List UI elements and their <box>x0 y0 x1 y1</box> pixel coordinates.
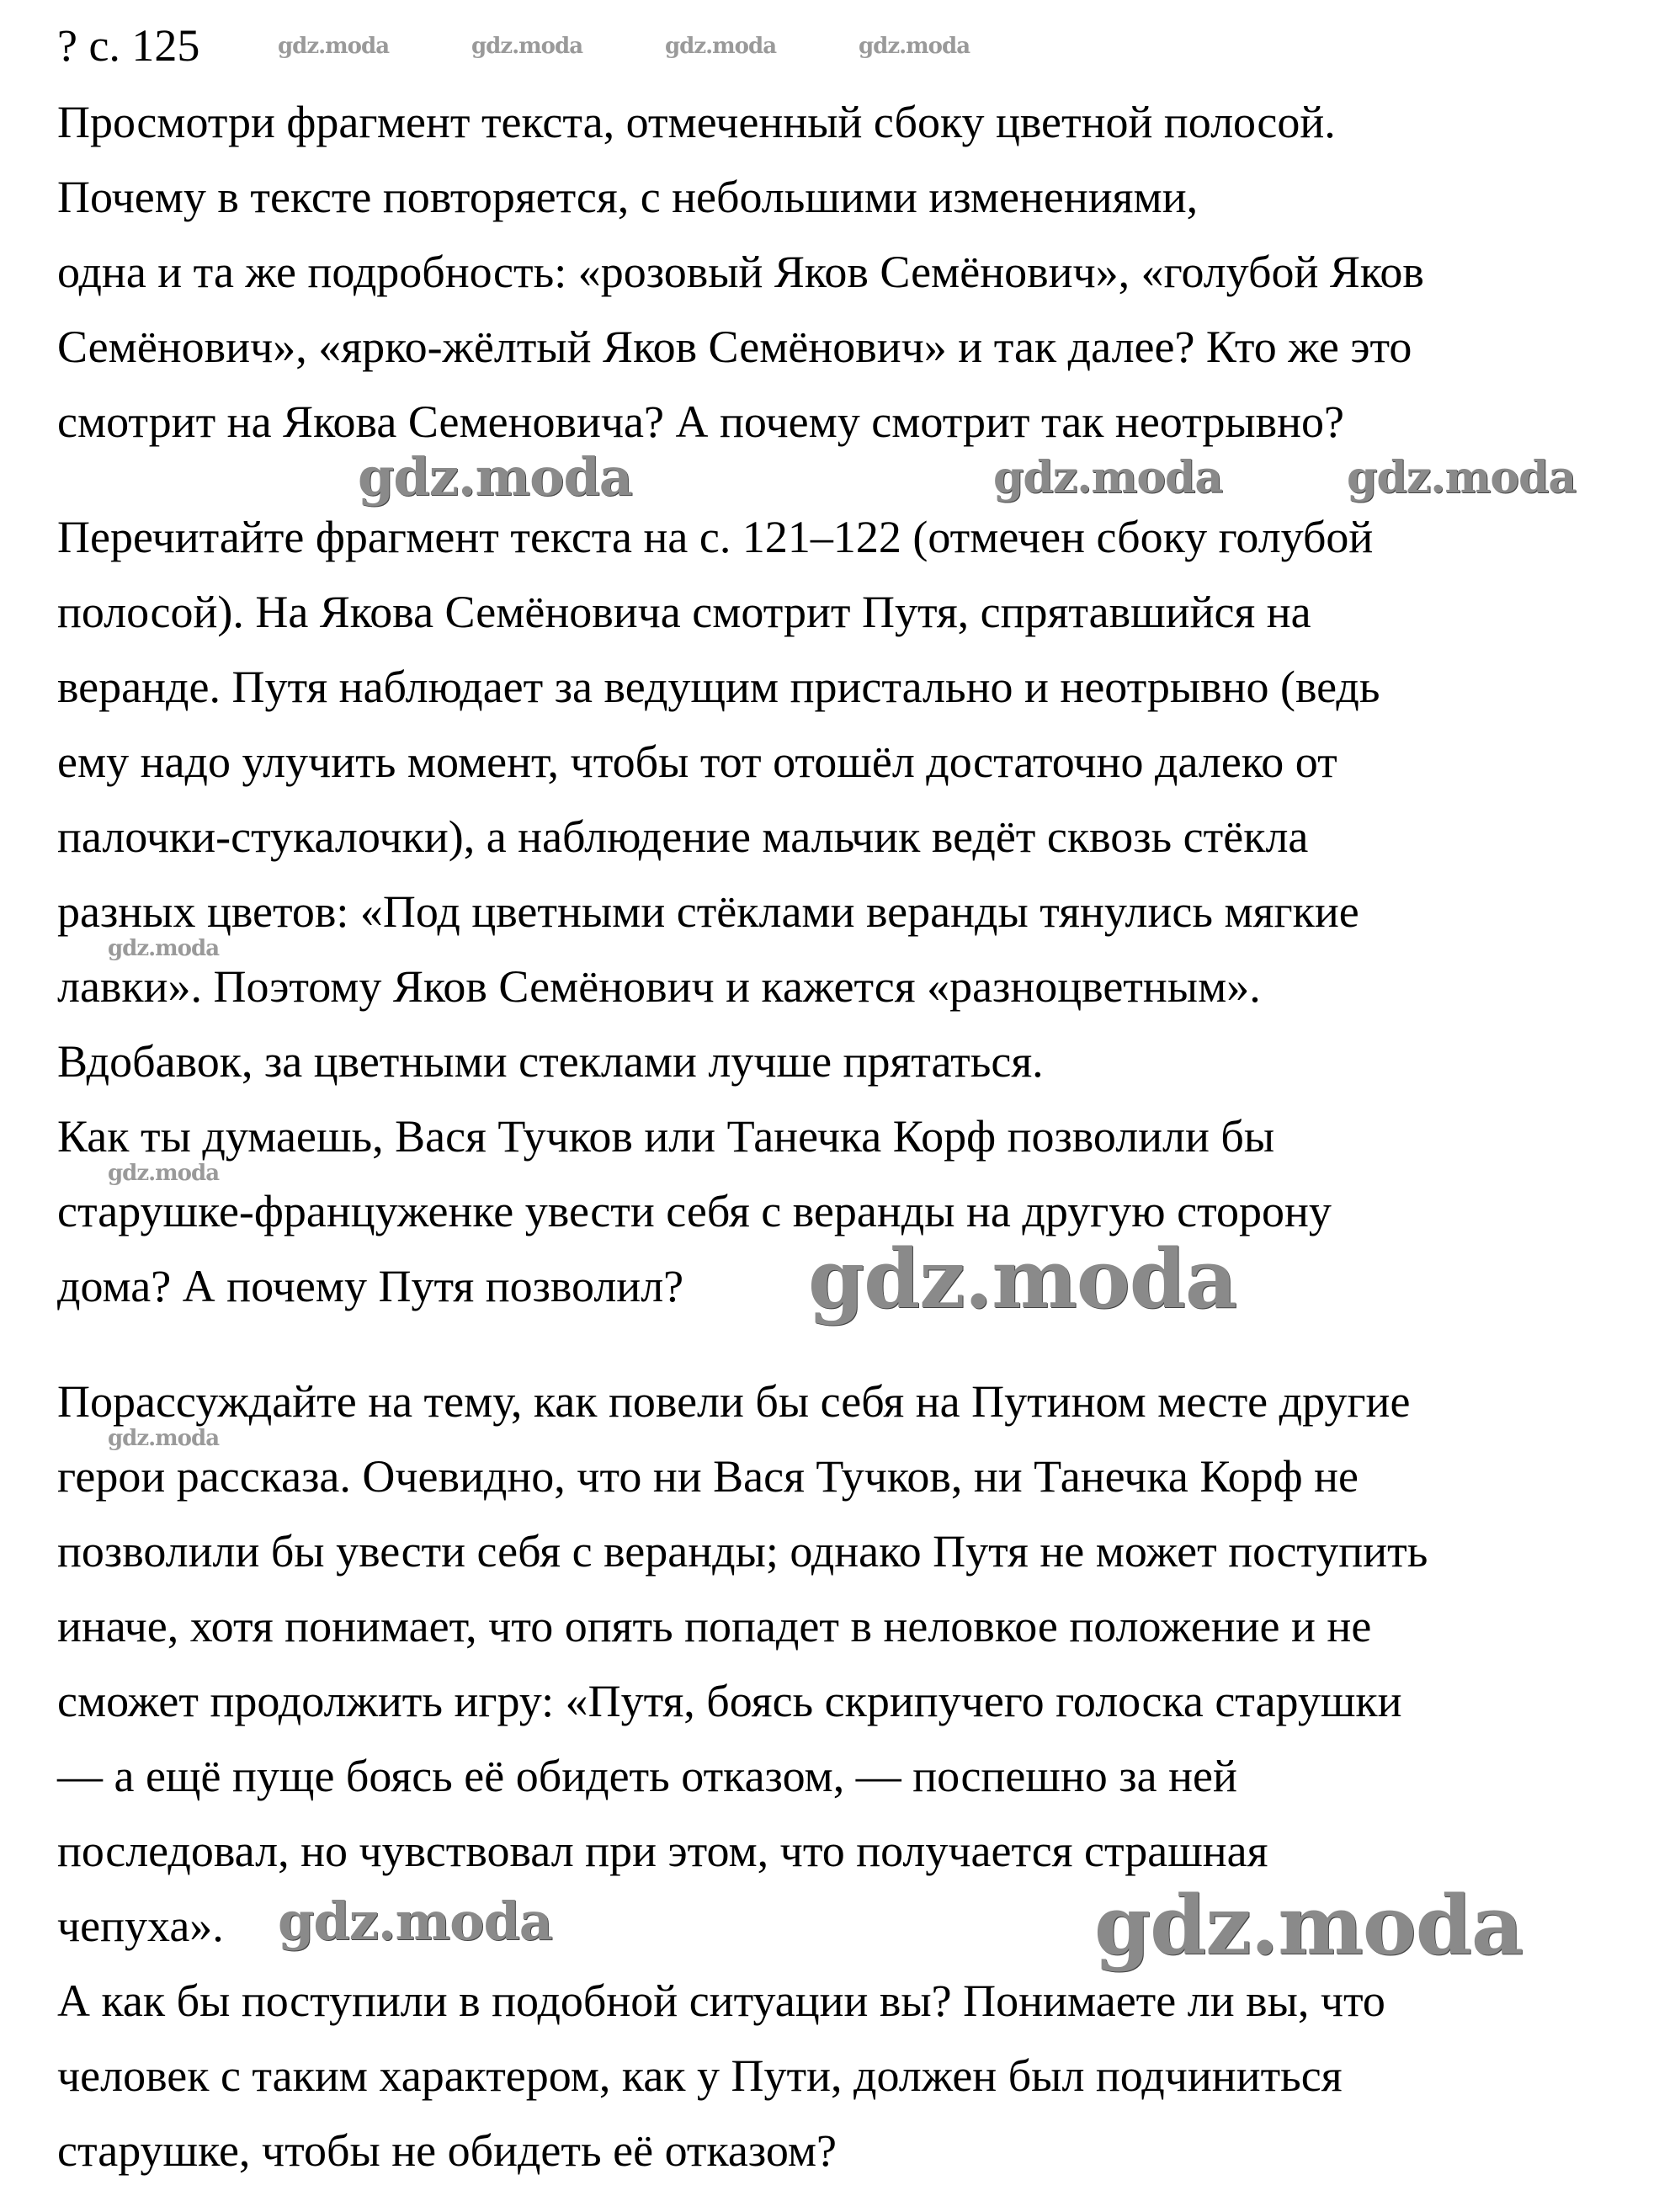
text-line: старушке-француженке увести себя с веранды на другую сторону <box>57 1186 1332 1236</box>
text-line: Почему в тексте повторяется, с небольшими изменениями, <box>57 172 1199 222</box>
text-line: сможет продолжить игру: «Путя, боясь скрипучего голоска старушки <box>57 1676 1402 1726</box>
text-line: чепуха». <box>57 1901 224 1951</box>
text-line: Порассуждайте на тему, как повели бы себя на Путином месте другие <box>57 1376 1411 1427</box>
text-line: позволили бы увести себя с веранды; однако Путя не может поступить <box>57 1526 1428 1577</box>
watermark: gdz.moda <box>278 34 390 59</box>
watermark: gdz.moda <box>808 1231 1237 1327</box>
text-line: человек с таким характером, как у Пути, должен был подчиниться <box>57 2050 1343 2101</box>
watermark: gdz.moda <box>108 1161 220 1186</box>
watermark: gdz.moda <box>108 1426 220 1451</box>
text-line: палочки-стукалочки), а наблюдение мальчик ведёт сквозь стёкла <box>57 811 1309 862</box>
text-line: Как ты думаешь, Вася Тучков или Танечка Корф позволили бы <box>57 1111 1275 1162</box>
text-line: иначе, хотя понимает, что опять попадет в неловкое положение и не <box>57 1601 1372 1651</box>
text-line: Просмотри фрагмент текста, отмеченный сбоку цветной полосой. <box>57 97 1336 147</box>
text-line: веранде. Путя наблюдает за ведущим пристально и неотрывно (ведь <box>57 662 1380 712</box>
text-line: смотрит на Якова Семеновича? А почему смотрит так неотрывно? <box>57 396 1344 447</box>
text-line: А как бы поступили в подобной ситуации вы? Понимаете ли вы, что <box>57 1975 1385 2026</box>
watermark: gdz.moda <box>993 452 1223 503</box>
text-line: — а ещё пуще боясь её обидеть отказом, — поспешно за ней <box>57 1751 1237 1801</box>
watermark: gdz.moda <box>358 446 632 508</box>
text-line: герои рассказа. Очевидно, что ни Вася Тучков, ни Танечка Корф не <box>57 1451 1359 1502</box>
text-line: одна и та же подробность: «розовый Яков Семёнович», «голубой Яков <box>57 247 1424 297</box>
watermark: gdz.moda <box>1347 452 1577 503</box>
text-line: Перечитайте фрагмент текста на с. 121–122 (отмечен сбоку голубой <box>57 512 1374 562</box>
watermark: gdz.moda <box>471 34 583 59</box>
watermark: gdz.moda <box>1094 1878 1523 1973</box>
text-line: последовал, но чувствовал при этом, что получается страшная <box>57 1826 1268 1876</box>
watermark: gdz.moda <box>108 936 220 961</box>
text-line: старушке, чтобы не обидеть её отказом? <box>57 2125 837 2176</box>
watermark: gdz.moda <box>859 34 970 59</box>
text-line: Семёнович», «ярко-жёлтый Яков Семёнович» и так далее? Кто же это <box>57 322 1412 372</box>
watermark: gdz.moda <box>665 34 777 59</box>
text-line: разных цветов: «Под цветными стёклами веранды тянулись мягкие <box>57 886 1359 937</box>
watermark: gdz.moda <box>278 1890 552 1952</box>
page-header: ? с. 125 <box>57 20 200 71</box>
text-line: лавки». Поэтому Яков Семёнович и кажется «разноцветным». <box>57 961 1261 1012</box>
text-line: дома? А почему Путя позволил? <box>57 1261 684 1311</box>
text-line: ему надо улучить момент, чтобы тот отошёл достаточно далеко от <box>57 736 1337 787</box>
text-line: полосой). На Якова Семёновича смотрит Путя, спрятавшийся на <box>57 587 1311 637</box>
text-line: Вдобавок, за цветными стеклами лучше прятаться. <box>57 1036 1044 1087</box>
